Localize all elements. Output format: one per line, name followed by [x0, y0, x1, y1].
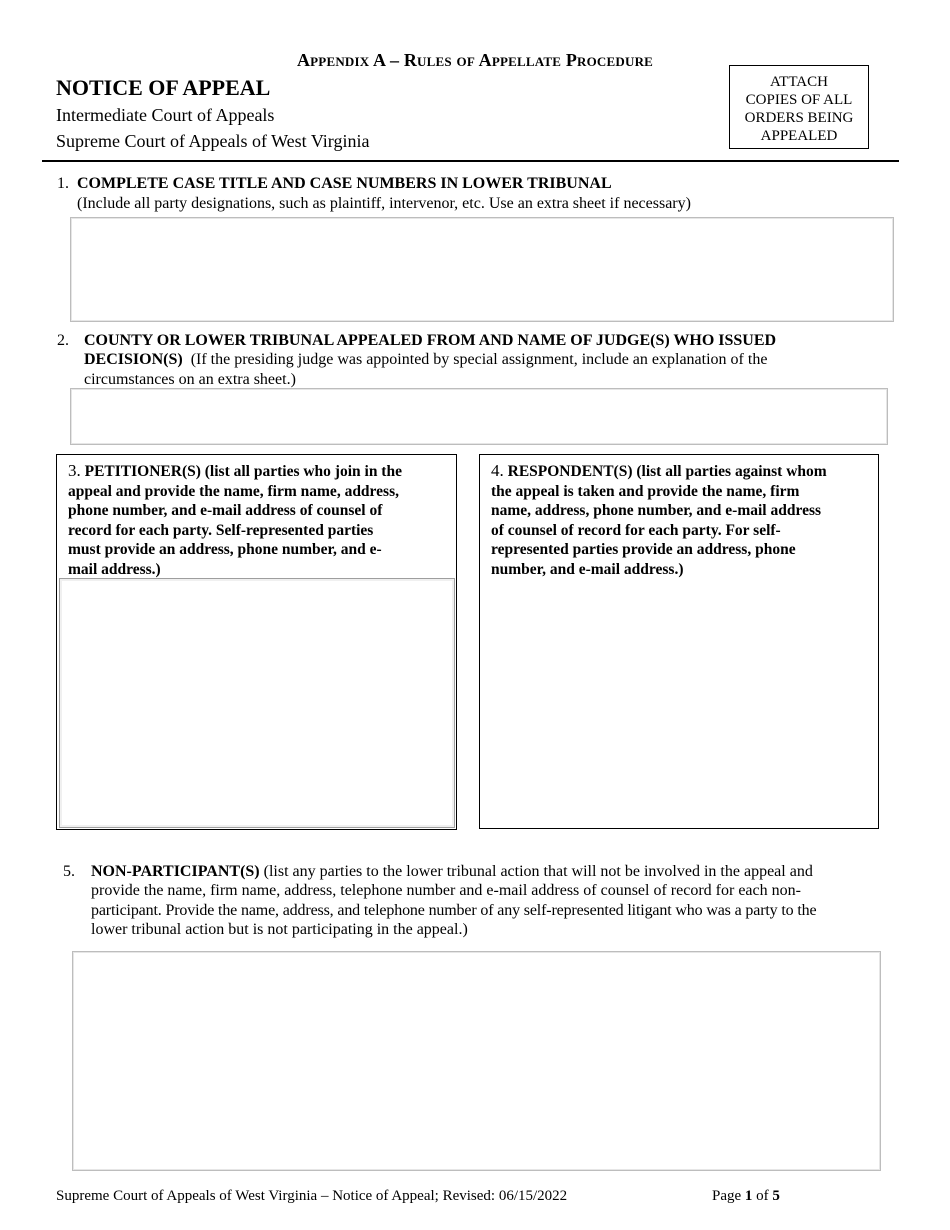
- appendix-heading: Appendix A – Rules of Appellate Procedure: [296, 50, 654, 70]
- section-5-line-4: lower tribunal action but is not participating in the appeal.): [91, 921, 468, 938]
- respondents-line: RESPONDENT(S) (list all parties against whom: [507, 463, 827, 480]
- section-5-number: 5.: [63, 863, 75, 880]
- section-2-number: 2.: [57, 332, 69, 349]
- petitioners-line: PETITIONER(S) (list all parties who join in the: [84, 463, 402, 480]
- county-judge-field[interactable]: [70, 388, 888, 445]
- section-5-line-1: [91, 862, 813, 882]
- page-of: of: [756, 1188, 769, 1204]
- petitioners-field[interactable]: [59, 578, 455, 828]
- petitioners-line: mail address.): [68, 560, 161, 578]
- petitioners-line: record for each party. Self-represented parties: [68, 521, 374, 539]
- section-5-line-2: provide the name, firm name, address, telephone number and e-mail address of counsel of record for each non-: [91, 882, 801, 899]
- section-2-note-continued: circumstances on an extra sheet.): [84, 371, 296, 388]
- section-1-note: (Include all party designations, such as plaintiff, intervenor, etc. Use an extra sheet if necessary): [77, 195, 691, 212]
- court-name-supreme: Supreme Court of Appeals of West Virginia: [56, 131, 370, 151]
- header-divider: [42, 160, 899, 162]
- section-2-heading: COUNTY OR LOWER TRIBUNAL APPEALED FROM AND NAME OF JUDGE(S) WHO ISSUED: [84, 332, 777, 349]
- page-total: 5: [772, 1188, 780, 1204]
- respondents-panel[interactable]: [479, 454, 879, 829]
- petitioners-line: must provide an address, phone number, and e-: [68, 541, 382, 559]
- section-4-number: 4.: [491, 461, 504, 480]
- section-1-heading: COMPLETE CASE TITLE AND CASE NUMBERS IN LOWER TRIBUNAL: [77, 175, 612, 192]
- footer-page-number: [712, 1188, 780, 1205]
- section-1-number: 1.: [57, 175, 69, 192]
- section-5-line-3: participant. Provide the name, address, and telephone number of any self-represented litigant who was a party to the: [91, 902, 817, 919]
- attach-line: APPEALED: [760, 128, 838, 144]
- petitioners-line: appeal and provide the name, firm name, address,: [68, 482, 399, 500]
- non-participants-field[interactable]: [72, 951, 881, 1171]
- section-2-heading-decision: DECISION(S): [84, 351, 183, 368]
- respondents-instructions: [491, 461, 868, 482]
- respondents-line: of counsel of record for each party. For self-: [491, 521, 781, 539]
- petitioners-line: phone number, and e-mail address of counsel of: [68, 502, 383, 520]
- attach-orders-notice: [729, 65, 869, 149]
- attach-line: ATTACH: [770, 74, 828, 90]
- attach-line: COPIES OF ALL: [745, 92, 853, 108]
- section-2-note: (If the presiding judge was appointed by special assignment, include an explanation of the: [190, 351, 768, 368]
- section-5-note: (list any parties to the lower tribunal action that will not be involved in the appeal and: [263, 863, 813, 880]
- page-label: Page: [712, 1188, 742, 1204]
- attach-line: ORDERS BEING: [744, 110, 854, 126]
- respondents-line: number, and e-mail address.): [491, 560, 684, 578]
- page-current: 1: [744, 1188, 753, 1204]
- page-title: NOTICE OF APPEAL: [56, 75, 271, 100]
- case-title-field[interactable]: [70, 217, 894, 322]
- petitioners-instructions: [68, 461, 446, 482]
- respondents-line: represented parties provide an address, phone: [491, 541, 796, 559]
- court-name-intermediate: Intermediate Court of Appeals: [56, 105, 275, 125]
- respondents-line: name, address, phone number, and e-mail address: [491, 502, 822, 520]
- footer-revision: Supreme Court of Appeals of West Virginia – Notice of Appeal; Revised: 06/15/2022: [56, 1188, 568, 1204]
- respondents-line: the appeal is taken and provide the name, firm: [491, 482, 800, 500]
- section-3-number: 3.: [68, 461, 81, 480]
- section-2-heading-continued: [84, 350, 767, 370]
- section-5-heading: NON-PARTICIPANT(S): [91, 863, 260, 880]
